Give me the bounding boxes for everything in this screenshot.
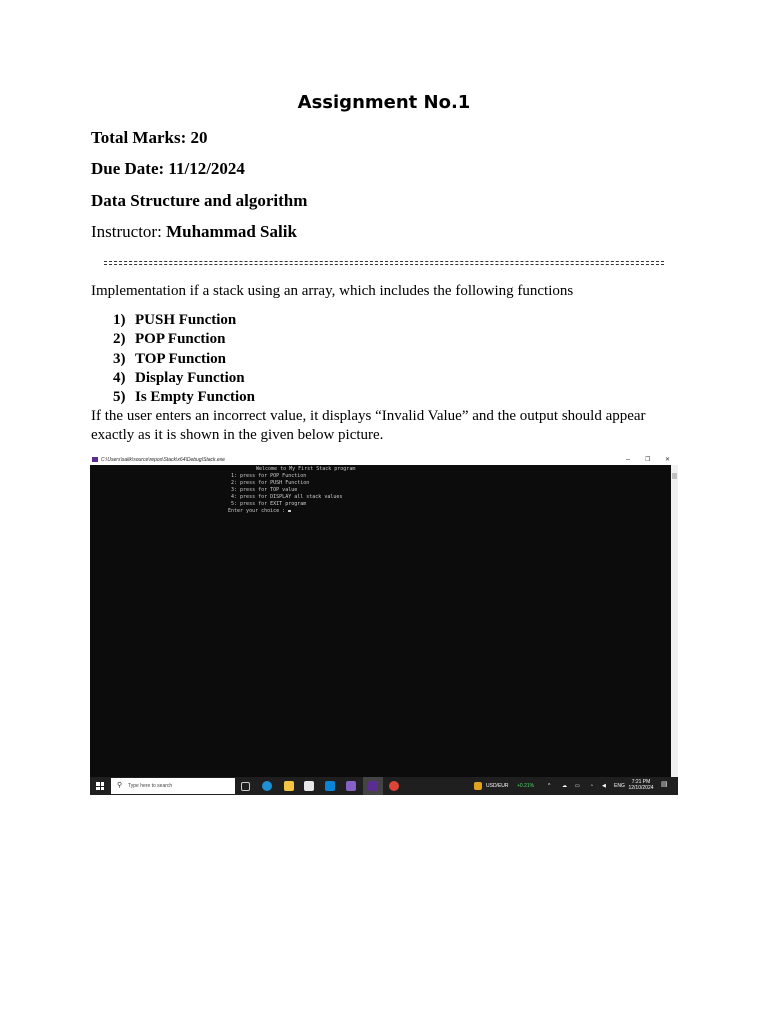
console-line: 2: press for PUSH Function [228,480,310,486]
taskbar-clock[interactable] [627,779,655,791]
console-output[interactable] [90,465,671,777]
task-view-icon[interactable] [241,782,250,791]
assignment-title: Assignment No.1 [297,92,471,113]
list-item [113,311,255,330]
console-line: 3: press for TOP value [228,487,298,493]
console-line: 1: press for POP Function [228,473,307,479]
console-scrollbar[interactable] [671,465,678,777]
chevron-up-icon[interactable]: ^ [548,783,551,789]
list-label: Display Function [135,369,245,386]
close-button[interactable]: ✕ [665,457,671,463]
list-label: TOP Function [135,350,226,367]
console-screenshot [90,455,678,795]
list-item [113,369,255,388]
windows-taskbar [90,777,678,795]
instructor-label: Instructor: [91,222,162,241]
ticker-icon [474,782,482,790]
visual-studio-icon[interactable] [346,781,356,791]
network-icon[interactable]: ◔ [590,783,594,789]
list-number: 3) [113,350,126,367]
ticker-name: USD/EUR [486,783,509,789]
total-marks: Total Marks: 20 [91,128,208,147]
console-app-icon [92,457,98,462]
list-label: PUSH Function [135,312,237,328]
instructor-name: Muhammad Salik [166,222,297,241]
list-label: Is Empty Function [135,389,256,406]
window-titlebar [90,455,678,465]
windows-start-icon[interactable] [96,782,104,790]
minimize-button[interactable]: – [626,456,630,463]
store-icon[interactable] [304,781,314,791]
ticker-change: +0.21% [517,783,535,789]
chrome-icon[interactable] [389,781,399,791]
volume-icon[interactable]: ◀ [602,783,606,789]
console-line: Welcome to My First Stack program [256,466,356,472]
search-placeholder: Type here to search [128,783,173,789]
divider-rule [104,261,664,265]
list-number: 5) [113,389,126,406]
list-item [113,350,255,369]
mail-icon[interactable] [325,781,335,791]
console-app-taskbar-icon[interactable] [368,781,378,791]
list-number: 4) [113,369,126,386]
battery-icon[interactable]: ▭ [575,783,580,789]
list-item [113,388,255,407]
text-cursor [288,510,291,512]
function-list [113,311,255,407]
list-number: 1) [113,312,126,328]
clock-date: 12/10/2024 [628,785,654,791]
notification-icon[interactable]: ▤ [661,781,668,788]
console-line: 4: press for DISPLAY all stack values [228,494,343,500]
console-prompt-line [228,508,291,515]
list-item [113,330,255,349]
window-title: C:\Users\salik\source\repos\Stack\x64\Debug\Stack.exe [101,457,225,463]
file-explorer-icon[interactable] [284,781,294,791]
language-indicator[interactable]: ENG [614,783,625,789]
console-prompt: Enter your choice : [228,508,289,514]
intro-paragraph: Implementation if a stack using an array, which includes the following functions [91,283,574,299]
scrollbar-thumb[interactable] [672,473,677,479]
list-number: 2) [113,331,126,348]
search-icon: ⚲ [117,782,123,789]
due-date: Due Date: 11/12/2024 [91,159,245,178]
list-label: POP Function [135,331,226,348]
edge-browser-icon[interactable] [262,781,272,791]
console-line: 5: press for EXIT program [228,501,307,507]
maximize-button[interactable]: ❐ [645,457,651,463]
clock-time: 7:21 PM [631,779,651,785]
cloud-icon[interactable]: ☁ [562,783,567,789]
taskbar-search-input[interactable] [111,778,235,794]
note-paragraph: If the user enters an incorrect value, it displays “Invalid Value” and the output should appear exactly as it is shown in the given below picture. [91,408,646,443]
instructor-line [91,222,297,242]
course-name: Data Structure and algorithm [91,191,308,210]
